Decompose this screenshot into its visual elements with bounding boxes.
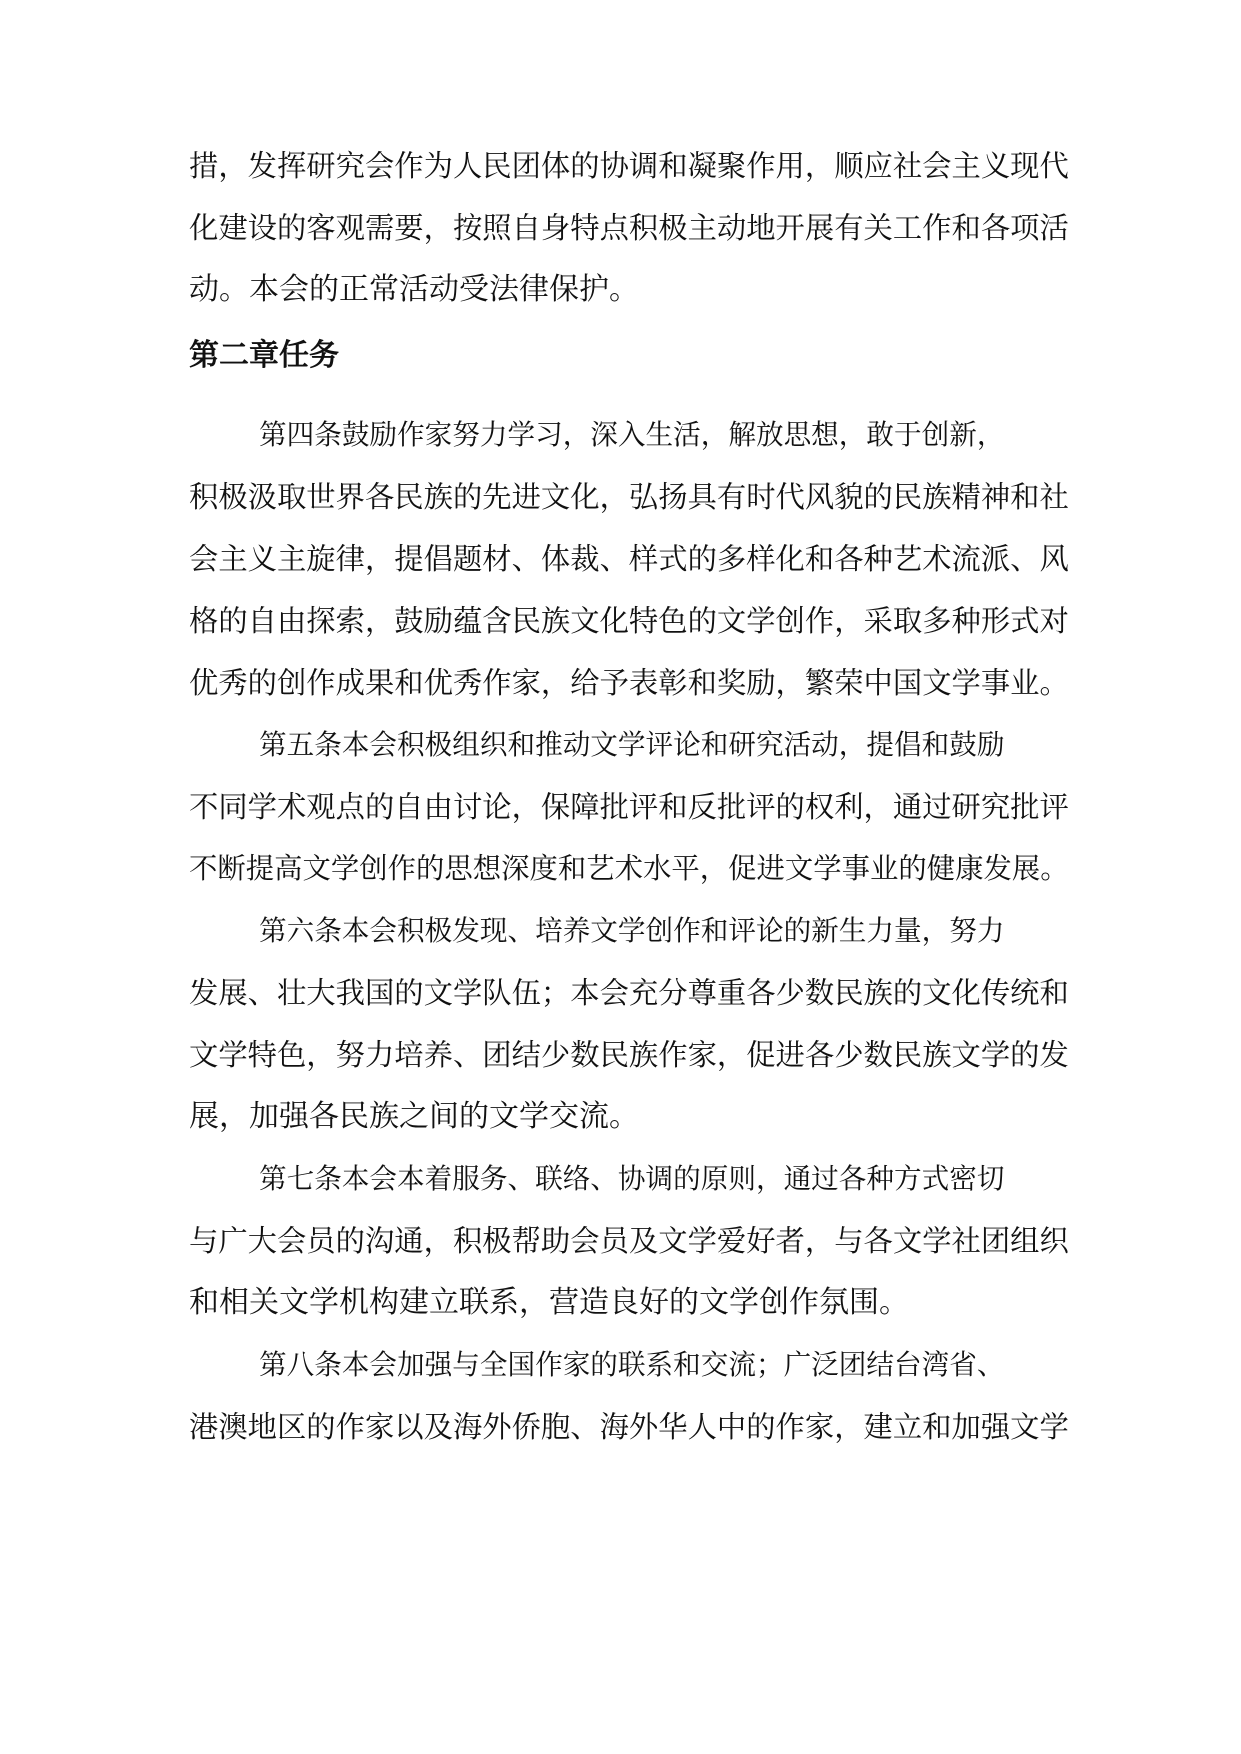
text-line: 不断提高文学创作的思想深度和艺术水平，促进文学事业的健康发展。 [189,852,1069,885]
text-line: 优秀的创作成果和优秀作家，给予表彰和奖励，繁荣中国文学事业。 [189,666,1069,700]
text-line: 格的自由探索，鼓励蕴含民族文化特色的文学创作，采取多种形式对 [189,604,1069,638]
article-first-line: 第四条鼓励作家努力学习，深入生活，解放思想，敢于创新， [259,418,1005,451]
text-line: 不同学术观点的自由讨论，保障批评和反批评的权利，通过研究批评 [189,790,1069,824]
text-line: 会主义主旋律，提倡题材、体裁、样式的多样化和各种艺术流派、风 [189,542,1069,576]
text-line: 文学特色，努力培养、团结少数民族作家，促进各少数民族文学的发 [189,1038,1069,1072]
article-first-line: 第六条本会积极发现、培养文学创作和评论的新生力量，努力 [259,914,1005,947]
article-first-line: 第八条本会加强与全国作家的联系和交流；广泛团结台湾省、 [259,1348,1005,1381]
text-line: 积极汲取世界各民族的先进文化，弘扬具有时代风貌的民族精神和社 [189,480,1069,514]
article-first-line: 第七条本会本着服务、联络、协调的原则，通过各种方式密切 [259,1162,1005,1195]
text-line: 化建设的客观需要，按照自身特点积极主动地开展有关工作和各项活 [189,211,1069,245]
text-line: 动。本会的正常活动受法律保护。 [189,272,639,307]
text-line: 和相关文学机构建立联系，营造良好的文学创作氛围。 [189,1285,909,1320]
text-line: 措，发挥研究会作为人民团体的协调和凝聚作用，顺应社会主义现代 [189,149,1069,183]
text-line: 发展、壮大我国的文学队伍；本会充分尊重各少数民族的文化传统和 [189,976,1069,1010]
text-line: 与广大会员的沟通，积极帮助会员及文学爱好者，与各文学社团组织 [189,1224,1069,1258]
article-first-line: 第五条本会积极组织和推动文学评论和研究活动，提倡和鼓励 [259,728,1005,761]
text-line: 港澳地区的作家以及海外侨胞、海外华人中的作家，建立和加强文学 [189,1410,1069,1444]
chapter-heading: 第二章任务 [189,338,339,373]
text-line: 展，加强各民族之间的文学交流。 [189,1099,639,1134]
